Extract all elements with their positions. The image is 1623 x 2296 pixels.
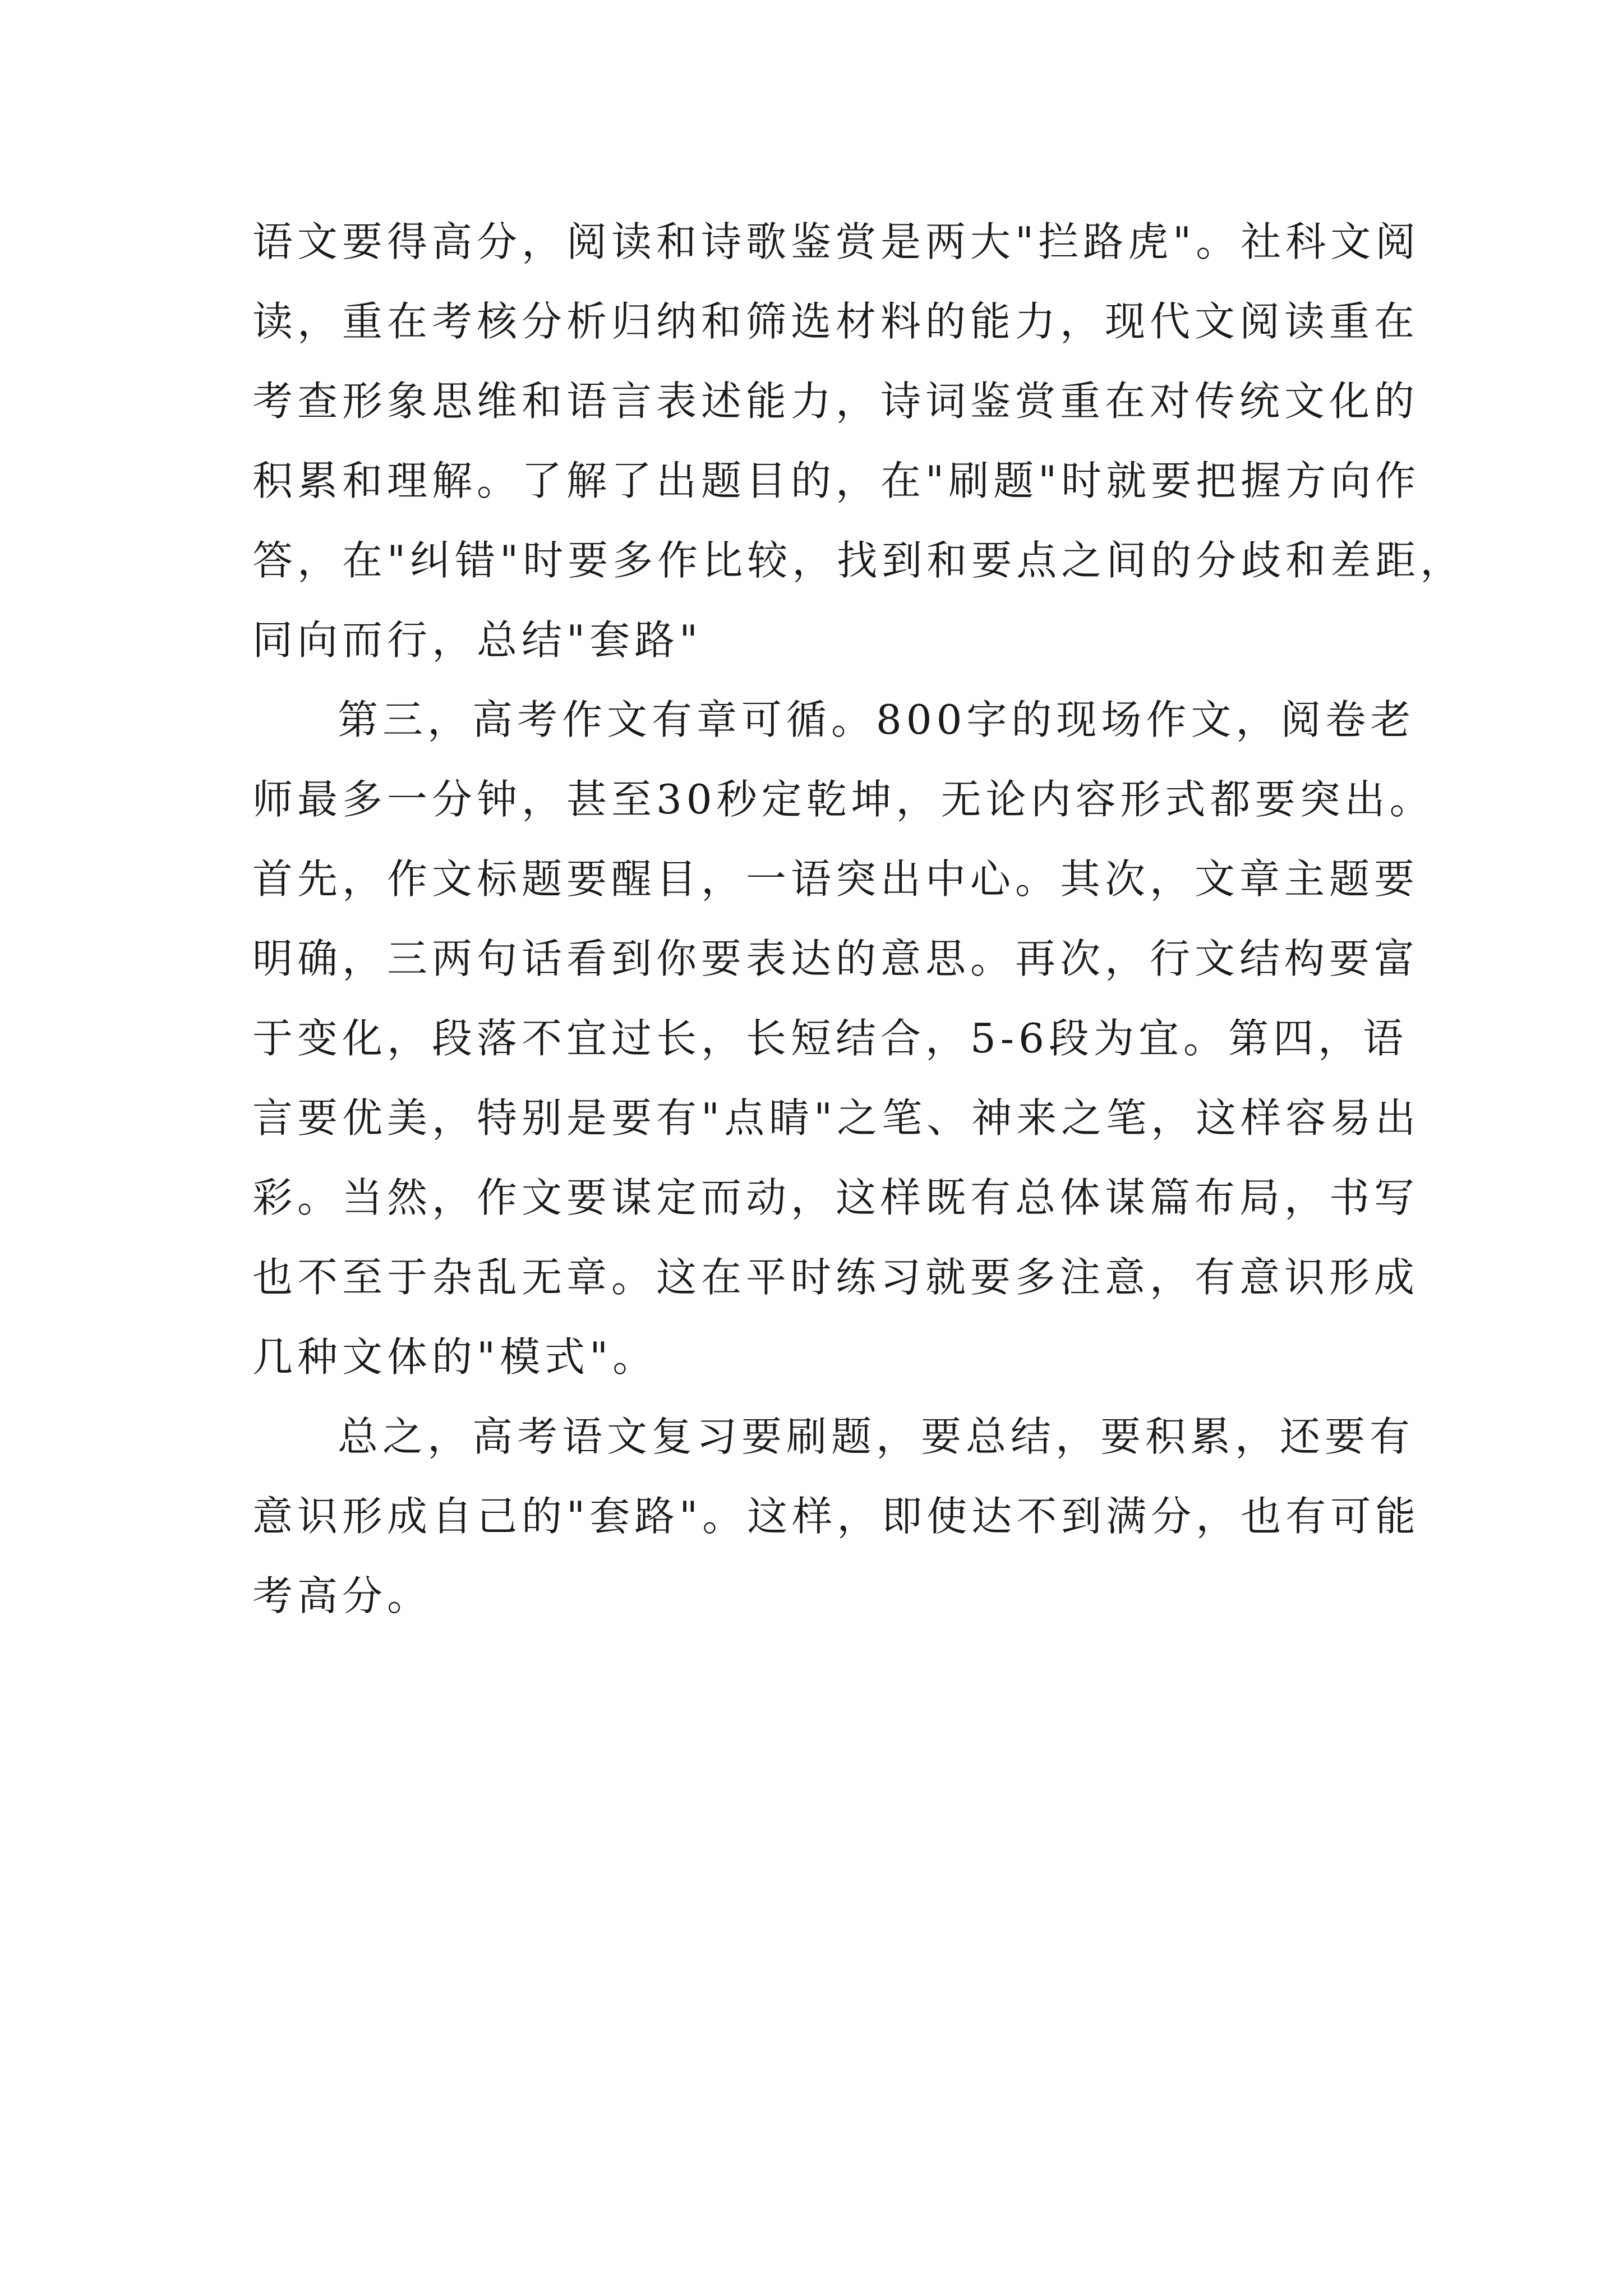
text-line: 积累和理解。了解了出题目的，在"刷题"时就要把握方向作 bbox=[252, 457, 1421, 504]
paragraph-3 bbox=[252, 1397, 1421, 1636]
text-line: 总之，高考语文复习要刷题，要总结，要积累，还要有 bbox=[338, 1413, 1415, 1460]
text-line: 第三，高考作文有章可循。800字的现场作文，阅卷老 bbox=[338, 696, 1415, 743]
text-line: 读，重在考核分析归纳和筛选材料的能力，现代文阅读重在 bbox=[252, 298, 1419, 345]
text-line: 也不至于杂乱无章。这在平时练习就要多注意，有意识形成 bbox=[252, 1254, 1419, 1301]
paragraph-1 bbox=[252, 202, 1465, 680]
text-line: 意识形成自己的"套路"。这样，即使达不到满分，也有可能 bbox=[252, 1493, 1421, 1540]
text-line: 答，在"纠错"时要多作比较，找到和要点之间的分歧和差距， bbox=[252, 537, 1465, 584]
document-body bbox=[252, 202, 1465, 1636]
text-line: 言要优美，特别是要有"点睛"之笔、神来之笔，这样容易出 bbox=[252, 1094, 1421, 1142]
text-line: 几种文体的"模式"。 bbox=[252, 1333, 658, 1381]
text-line: 彩。当然，作文要谋定而动，这样既有总体谋篇布局，书写 bbox=[252, 1174, 1419, 1221]
text-line: 考高分。 bbox=[252, 1572, 432, 1619]
text-line: 同向而行，总结"套路" bbox=[252, 616, 703, 664]
text-line: 语文要得高分，阅读和诗歌鉴赏是两大"拦路虎"。社科文阅 bbox=[252, 218, 1421, 265]
text-line: 首先，作文标题要醒目，一语突出中心。其次，文章主题要 bbox=[252, 855, 1419, 903]
text-line: 于变化，段落不宜过长，长短结合，5-6段为宜。第四，语 bbox=[252, 1015, 1408, 1062]
text-line: 考查形象思维和语言表述能力，诗词鉴赏重在对传统文化的 bbox=[252, 378, 1419, 425]
text-line: 明确，三两句话看到你要表达的意思。再次，行文结构要富 bbox=[252, 935, 1419, 982]
text-line: 师最多一分钟，甚至30秒定乾坤，无论内容形式都要突出。 bbox=[252, 776, 1435, 823]
paragraph-2 bbox=[252, 680, 1435, 1397]
